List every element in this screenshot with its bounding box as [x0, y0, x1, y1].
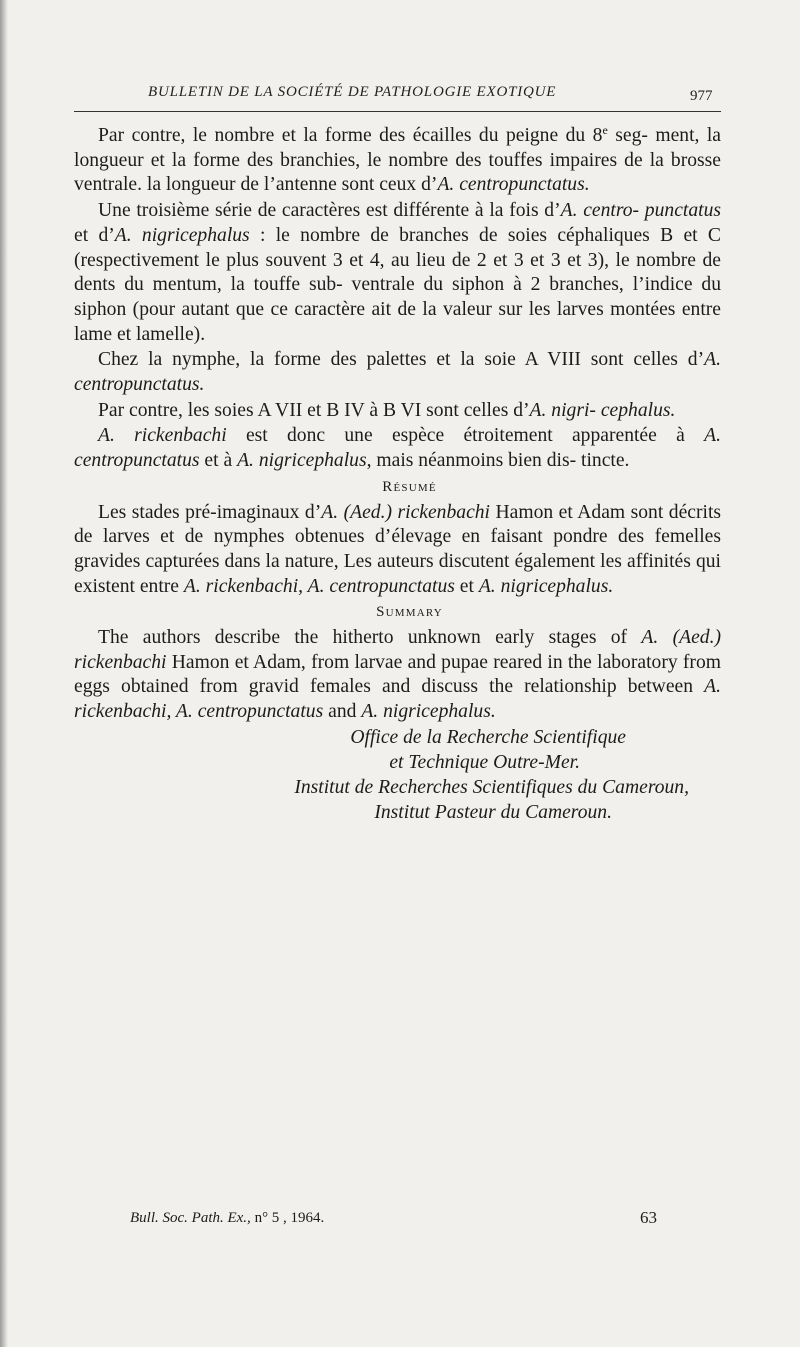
- page-number: 977: [690, 88, 713, 104]
- affiliation-line-2: et Technique Outre-Mer.: [389, 751, 580, 773]
- summary-paragraph: The authors describe the hitherto unknown early stages of A. (Aed.) rickenbachi Hamon et Adam, from larvae and pupae reared in the laboratory from eggs obtained from gravid females and discuss the relationship between A. rickenbachi, A. centropunctatus and A. nigricephalus.: [74, 627, 721, 723]
- paragraph-conclusion: A. rickenbachi est donc une espèce étroitement apparentée à A. centropunctatus et à A. nigricephalus, mais néanmoins bien dis- tincte.: [74, 425, 721, 472]
- scan-edge-shadow: [0, 0, 8, 1347]
- affiliation-line-1: Office de la Recherche Scientifique: [350, 726, 626, 748]
- paragraph-setae: Par contre, les soies A VII et B IV à B VI sont celles d’A. nigri- cephalus.: [98, 399, 676, 421]
- running-title: BULLETIN DE LA SOCIÉTÉ DE PATHOLOGIE EXOTIQUE: [148, 84, 557, 100]
- paragraph-larva-comparison: Par contre, le nombre et la forme des écailles du peigne du 8e seg- ment, la longueur et la forme des branchies, le nombre des touffes impaires de la brosse ventrale. la longueur de l’antenne sont ceux d’A. centropunctatus.: [74, 123, 721, 196]
- resume-heading: Résumé: [382, 478, 437, 495]
- resume-paragraph: Les stades pré-imaginaux d’A. (Aed.) rickenbachi Hamon et Adam sont décrits de larves et de nymphes obtenues d’élevage en faisant pondre des femelles gravides capturées dans la nature, Les auteurs discutent également les affinités qui existent entre A. rickenbachi, A. centropunctatus et A. nigricephalus.: [74, 501, 722, 597]
- header-rule: [74, 111, 721, 112]
- affiliation-line-3: Institut de Recherches Scientifiques du Cameroun,: [294, 776, 689, 798]
- article-body: [74, 124, 721, 826]
- journal-citation: Bull. Soc. Path. Ex., n° 5 , 1964.: [130, 1210, 325, 1226]
- paragraph-nymph: Chez la nymphe, la forme des palettes et la soie A VIII sont celles d’A. centropunctatus.: [74, 349, 721, 396]
- summary-heading: Summary: [376, 604, 443, 621]
- paragraph-third-series: Une troisième série de caractères est différente à la fois d’A. centro- punctatus et d’A. nigricephalus : le nombre de branches de soies céphaliques B et C (respectivement le plus souvent 3 et 4, au lieu de 2 et 3 et 3 et 3), le nombre de dents du mentum, la touffe sub- ventrale du siphon à 2 branches, l’indice du siphon (pour autant que ce caractère ait de la valeur sur les larves montées entre lame et lamelle).: [74, 200, 721, 345]
- sheet-number: 63: [640, 1208, 657, 1227]
- affiliation-line-4: Institut Pasteur du Cameroun.: [374, 801, 612, 823]
